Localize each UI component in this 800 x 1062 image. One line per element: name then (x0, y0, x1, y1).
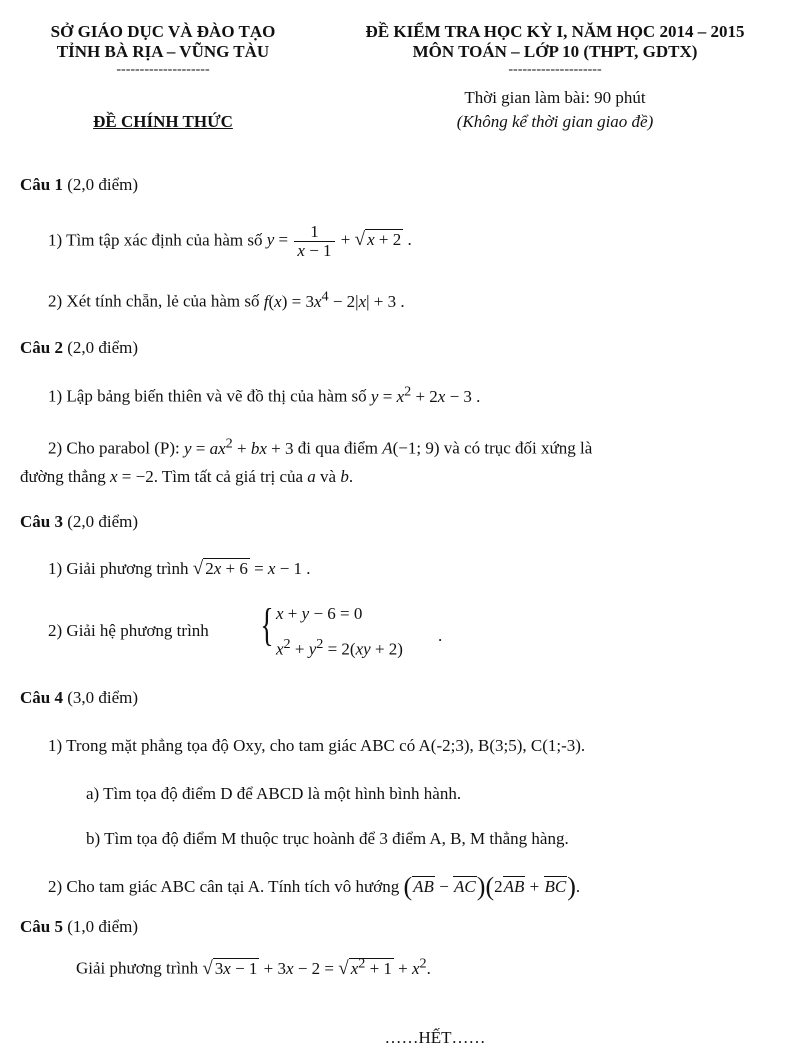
q1-part2-formula: $f(x) = 3x^4 - 2|x| + 3$ . (263, 288, 405, 311)
q2-var-a: a (307, 467, 316, 486)
right-separator: -------------------- (508, 62, 602, 77)
q2-part1 (48, 383, 480, 407)
q2-part1-formula: $y = x^2 + 2x - 3$ . (370, 383, 481, 406)
q1-part1 (48, 223, 412, 260)
end-marker: ……HẾT…… (384, 1028, 486, 1047)
exam-time-note: (Không kể thời gian giao đề) (456, 112, 654, 131)
q5-heading (20, 917, 138, 937)
q2-part1-text: 1) Lập bảng biến thiên và vẽ đồ thị của hàm số (48, 386, 367, 406)
q4-part1-points: A(-2;3), B(3;5), C(1;-3). (418, 736, 586, 755)
q3-eq-period: . (438, 626, 443, 645)
q4-heading (20, 688, 138, 708)
q1-part1-formula: y = $\frac{1}{x - 1}$ + √ x + 2 . (266, 222, 412, 260)
q3-title: Câu 3 (20, 512, 63, 531)
q4-part2 (48, 872, 581, 901)
q2-var-b: b (340, 467, 349, 486)
q2-parabola-formula: $y = ax^2$ + bx + 3 (183, 435, 294, 458)
department-name: SỞ GIÁO DỤC VÀ ĐÀO TẠO (50, 22, 276, 41)
official-label: ĐỀ CHÍNH THỨC (93, 112, 233, 131)
q3-part2-text: 2) Giải hệ phương trình (48, 621, 209, 640)
q2-and: và (320, 467, 337, 486)
q4-part1 (48, 736, 585, 756)
q1-points: (2,0 điểm) (67, 175, 139, 194)
q3-eq2: $x^2 + y^2 = 2(xy + 2)$ (276, 636, 403, 659)
q1-part2-text: 2) Xét tính chẵn, lẻ của hàm số (48, 291, 260, 311)
q1-title: Câu 1 (20, 175, 63, 194)
q4-part2-text: 2) Cho tam giác ABC cân tại A. Tính tích vô hướng (48, 877, 400, 896)
left-separator: -------------------- (116, 62, 210, 77)
q1-part1-text: 1) Tìm tập xác định của hàm số (48, 230, 263, 250)
q2-part2-text-e: . Tìm tất cả giá trị của (153, 467, 304, 486)
q5-points: (1,0 điểm) (67, 917, 139, 936)
q4-part1-b: b) Tìm tọa độ điểm M thuộc trục hoành để 3 điểm A, B, M thẳng hàng. (86, 829, 569, 848)
q3-points: (2,0 điểm) (67, 512, 139, 531)
q3-part1-text: 1) Giải phương trình (48, 559, 189, 578)
q2-part2-line1 (48, 435, 592, 459)
q4-part1-a: a) Tìm tọa độ điểm D để ABCD là một hình bình hành. (86, 784, 462, 803)
q3-heading (20, 512, 138, 532)
q2-point-formula: A(−1; 9) (382, 438, 440, 458)
q4-part2-formula: (AB − AC)(2AB + BC). (403, 872, 581, 901)
q5-part1 (76, 955, 431, 980)
q4-points: (3,0 điểm) (67, 688, 139, 707)
exam-time: Thời gian làm bài: 90 phút (464, 88, 646, 107)
q2-points: (2,0 điểm) (67, 338, 139, 357)
q2-part2-text-a: 2) Cho parabol (P): (48, 438, 180, 458)
exam-subject: MÔN TOÁN – LỚP 10 (THPT, GDTX) (412, 42, 698, 61)
q4-title: Câu 4 (20, 688, 63, 707)
province-name: TỈNH BÀ RỊA – VŨNG TÀU (56, 42, 270, 61)
q3-part1 (48, 558, 311, 580)
q5-title: Câu 5 (20, 917, 63, 936)
q5-part1-text: Giải phương trình (76, 958, 199, 978)
q1-part2 (48, 288, 405, 312)
q1-heading (20, 175, 138, 195)
q2-part2-text-c: và có trục đối xứng là (443, 438, 593, 458)
q5-part1-formula: √ 3x − 1 + 3x − 2 = √ $x^2 + 1 + x^2$. (202, 955, 431, 979)
q3-system-brace: { (260, 599, 274, 650)
q4-part1-text: 1) Trong mặt phẳng tọa độ Oxy, cho tam giác ABC có (48, 736, 416, 755)
q2-part2-text-b: đi qua điểm (297, 438, 378, 458)
exam-title: ĐỀ KIỂM TRA HỌC KỲ I, NĂM HỌC 2014 – 2015 (365, 22, 745, 41)
q2-axis-formula: x = −2 (109, 467, 154, 486)
q2-heading (20, 338, 138, 358)
q3-part1-formula: √ 2x + 6 = x − 1 . (192, 558, 311, 579)
q2-part2-text-d: đường thẳng (20, 467, 106, 486)
q2-title: Câu 2 (20, 338, 63, 357)
q3-eq1: x + y − 6 = 0 (276, 604, 363, 623)
q2-part2-line2: đường thẳng x = −2. Tìm tất cả giá trị của a và b. (20, 467, 354, 486)
